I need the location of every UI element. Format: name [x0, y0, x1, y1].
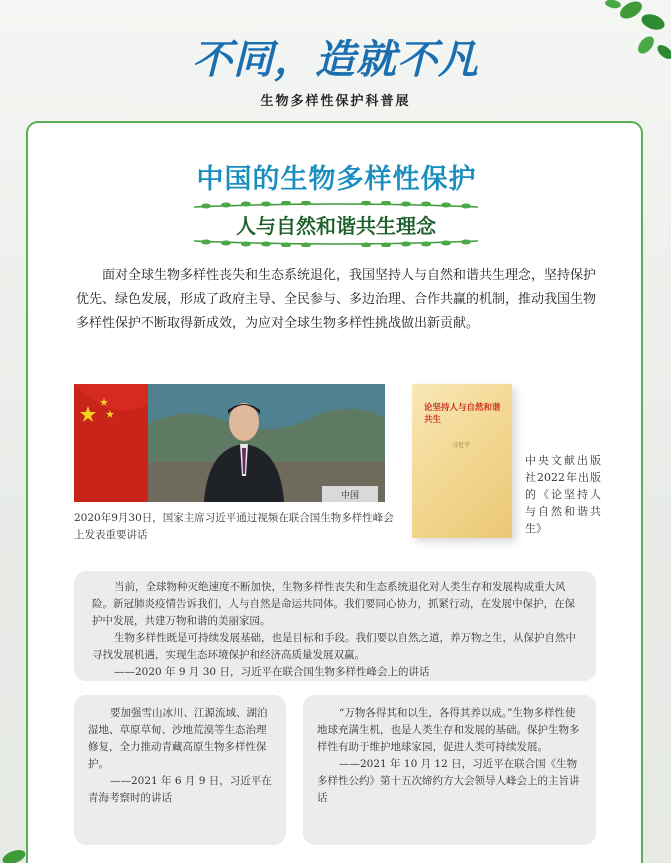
section-subheading: 人与自然和谐共生理念 — [236, 214, 436, 238]
quote-main — [74, 571, 596, 681]
flag — [74, 384, 148, 502]
quote-right-source: ——2021 年 10 月 12 日，习近平在联合国《生物多样性公约》第十五次缔约方大会领导人峰会上的主旨讲话 — [317, 758, 580, 804]
quote-main-source: ——2020 年 9 月 30 日，习近平在联合国生物多样性峰会上的讲话 — [114, 666, 430, 678]
quote-left-source: ——2021 年 6 月 9 日，习近平在青海考察时的讲话 — [88, 775, 272, 804]
quote-right-text: “万物各得其和以生，各得其养以成。”生物多样性使地球充满生机，也是人类生存和发展的基础。保护生物多样性有助于维护地球家园，促进人类可持续发展。 — [317, 707, 580, 753]
speech-photo — [74, 384, 385, 502]
quote-left — [74, 695, 286, 845]
book-cover-title: 论坚持人与自然和谐共生 — [424, 403, 501, 425]
intro-paragraph: 面对全球生物多样性丧失和生态系统退化，我国坚持人与自然和谐共生理念，坚持保护优先、绿色发展，形成了政府主导、全民参与、多边治理、合作共赢的机制，推动我国生物多样性保护不断取得新成效，为应对全球生物多样性挑战做出新贡献。 — [76, 268, 597, 331]
quote-right — [303, 695, 596, 845]
nameplate-text: 中国 — [340, 491, 360, 501]
quote-left-text: 要加强雪山冰川、江源流域、湖泊湿地、草原草甸、沙地荒漠等生态治理修复，全力推动青藏高原生物多样性保护。 — [88, 707, 268, 770]
leaf-decoration-bottom — [0, 839, 40, 863]
speaker-figure — [148, 384, 385, 502]
book-cover — [412, 384, 512, 538]
content-card — [26, 121, 643, 863]
brand-title: 不同，造就不凡 — [192, 37, 479, 83]
photo-caption: 2020年9月30日，国家主席习近平通过视频在联合国生物多样性峰会上发表重要讲话 — [74, 512, 394, 541]
subheading-banner — [186, 201, 486, 247]
quote-main-paragraph-1: 当前，全球物种灭绝速度不断加快，生物多样性丧失和生态系统退化对人类生存和发展构成重大风险。新冠肺炎疫情告诉我们，人与自然是命运共同体。我们要同心协力，抓紧行动，在发展中保护，在保护中发展，共建万物和谐的美丽家园。 — [92, 581, 575, 627]
quote-main-paragraph-2: 生物多样性既是可持续发展基础，也是目标和手段。我们要以自然之道，养万物之生，从保护自然中寻找发展机遇，实现生态环境保护和经济高质量发展双赢。 — [92, 632, 576, 661]
book-cover-author: 习近平 — [452, 442, 471, 449]
book-caption: 中央文献出版社2022年出版的《论坚持人与自然和谐共生》 — [525, 454, 601, 535]
section-heading: 中国的生物多样性保护 — [196, 164, 477, 195]
brand-subtitle: 生物多样性保护科普展 — [260, 94, 411, 109]
